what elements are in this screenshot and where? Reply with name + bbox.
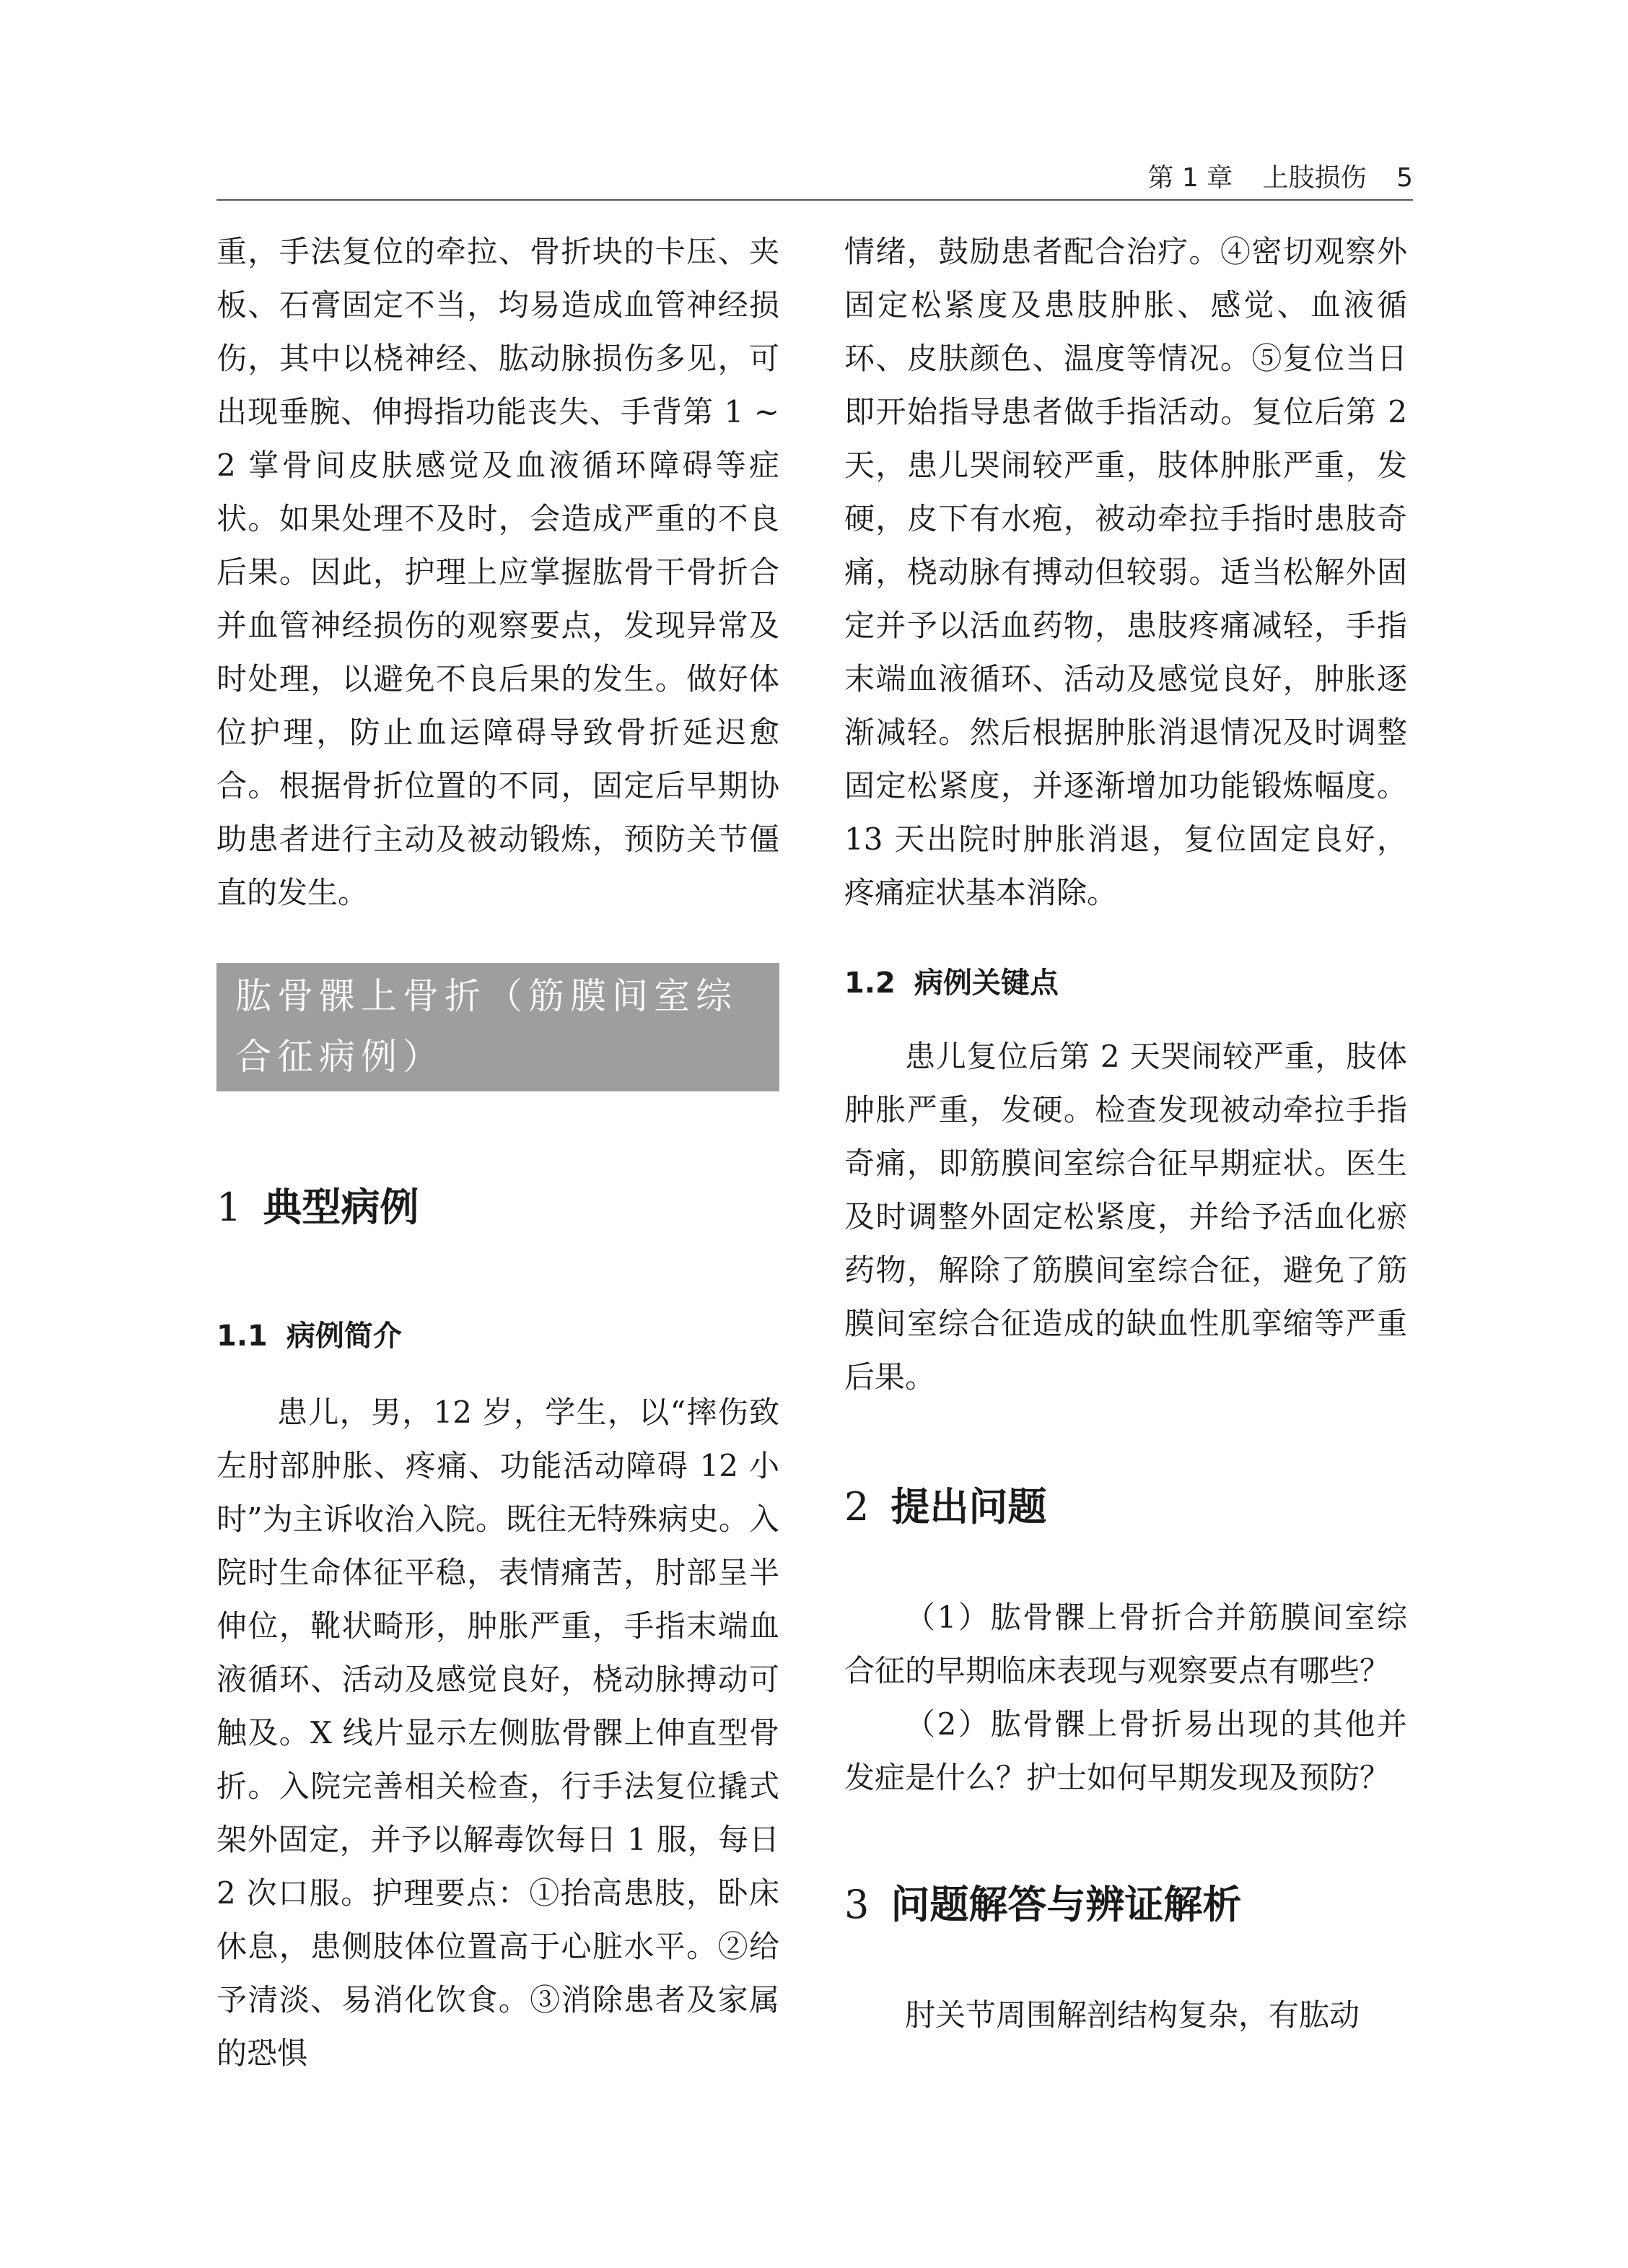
left-column <box>216 225 779 2080</box>
question-1: （1）肱骨髁上骨折合并筋膜间室综合征的早期临床表现与观察要点有哪些？ <box>844 1600 1407 1688</box>
heading-section-3 <box>844 1874 1407 1929</box>
heading-number: 1 <box>216 1185 242 1230</box>
paragraph-key-points: 患儿复位后第 2 天哭闹较严重，肢体肿胀严重，发硬。检查发现被动牵拉手指奇痛，即筋膜间室综合征早期症状。医生及时调整外固定松紧度，并给予活血化瘀药物，解除了筋膜间室综合征，避免了筋膜间室综合征造成的缺血性肌挛缩等严重后果。 <box>844 1039 1407 1395</box>
heading-text: 典型病例 <box>263 1185 419 1230</box>
heading-number: 1.2 <box>844 967 896 1000</box>
chapter-title: 上肢损伤 <box>1262 163 1367 193</box>
heading-section-1 <box>216 1177 779 1232</box>
heading-number: 1.1 <box>216 1320 268 1353</box>
section-banner: 肱骨髁上骨折（筋膜间室综合征病例） <box>216 963 779 1091</box>
heading-text: 病例简介 <box>286 1320 402 1353</box>
heading-section-2 <box>844 1476 1407 1532</box>
paragraph-case-summary: 患儿，男，12 岁，学生，以“摔伤致左肘部肿胀、疼痛、功能活动障碍 12 小时”为主诉收治入院。既往无特殊病史。入院时生命体征平稳，表情痛苦，肘部呈半伸位，靴状畸形，肿胀严重，手指末端血液循环、活动及感觉良好，桡动脉搏动可触及。X 线片显示左侧肱骨髁上伸直型骨折。入院完善相关检查，行手法复位撬式架外固定，并予以解毒饮每日 1 服，每日 2 次口服。护理要点：①抬高患肢，卧床休息，患侧肢体位置高于心脏水平。②给予清淡、易消化饮食。③消除患者及家属的恐惧 <box>216 1395 779 2071</box>
paragraph-case-continued: 情绪，鼓励患者配合治疗。④密切观察外固定松紧度及患肢肿胀、感觉、血液循环、皮肤颜色、温度等情况。⑤复位当日即开始指导患者做手指活动。复位后第 2 天，患儿哭闹较严重，肢体肿胀严重，发硬，皮下有水疱，被动牵拉手指时患肢奇痛，桡动脉有搏动但较弱。适当松解外固定并予以活血药物，患肢疼痛减轻，手指末端血液循环、活动及感觉良好，肿胀逐渐减轻。然后根据肿胀消退情况及时调整固定松紧度，并逐渐增加功能锻炼幅度。13 天出院时肿胀消退，复位固定良好，疼痛症状基本消除。 <box>844 234 1407 910</box>
heading-number: 3 <box>844 1882 870 1927</box>
paragraph-answer: 肘关节周围解剖结构复杂，有肱动 <box>905 1997 1360 2033</box>
heading-section-1-1 <box>216 1313 779 1354</box>
heading-section-1-2 <box>844 960 1407 1001</box>
page-number: 5 <box>1396 163 1413 193</box>
right-column <box>844 225 1407 2042</box>
heading-text: 问题解答与辨证解析 <box>890 1882 1242 1927</box>
chapter-label: 第 1 章 <box>1147 163 1233 193</box>
heading-text: 病例关键点 <box>914 967 1059 1000</box>
question-2: （2）肱骨髁上骨折易出现的其他并发症是什么？护士如何早期发现及预防？ <box>844 1706 1407 1795</box>
paragraph-continued: 重，手法复位的牵拉、骨折块的卡压、夹板、石膏固定不当，均易造成血管神经损伤，其中以桡神经、肱动脉损伤多见，可出现垂腕、伸拇指功能丧失、手背第 1 ~ 2 掌骨间皮肤感觉及血液循环障碍等症状。如果处理不及时，会造成严重的不良后果。因此，护理上应掌握肱骨干骨折合并血管神经损伤的观察要点，发现异常及时处理，以避免不良后果的发生。做好体位护理，防止血运障碍导致骨折延迟愈合。根据骨折位置的不同，固定后早期协助患者进行主动及被动锻炼，预防关节僵直的发生。 <box>216 234 779 910</box>
heading-text: 提出问题 <box>890 1484 1047 1530</box>
running-header <box>216 153 1413 201</box>
heading-number: 2 <box>844 1484 870 1530</box>
